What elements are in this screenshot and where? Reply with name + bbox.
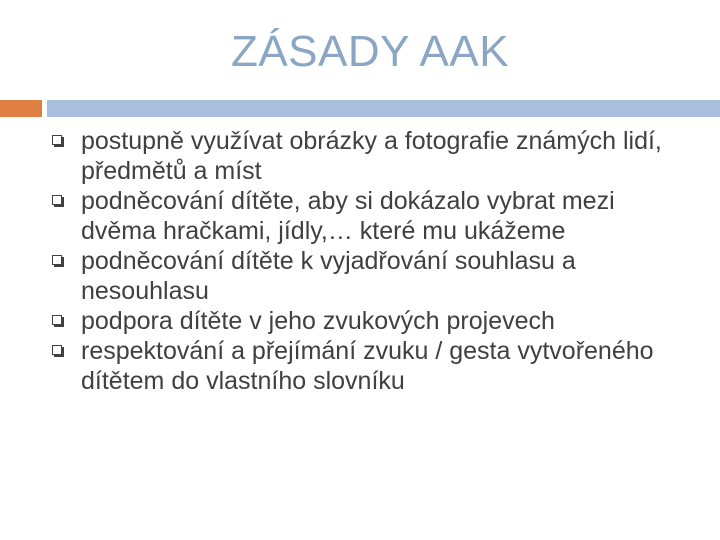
square-bullet-icon <box>52 255 62 265</box>
bullet-text: podněcování dítěte, aby si dokázalo vybrat mezi dvěma hračkami, jídly,… které mu ukážeme <box>81 187 615 245</box>
slide-title: ZÁSADY AAK <box>230 27 510 76</box>
bullet-text: podpora dítěte v jeho zvukových projevech <box>81 307 555 335</box>
bullet-item <box>52 246 692 306</box>
accent-bar-orange <box>0 100 42 117</box>
bullet-text: podněcování dítěte k vyjadřování souhlasu a nesouhlasu <box>81 247 576 305</box>
bullet-item <box>52 336 692 396</box>
square-bullet-icon <box>52 345 62 355</box>
bullet-list <box>52 126 692 396</box>
accent-bar-blue <box>47 100 720 117</box>
bullet-text: respektování a přejímání zvuku / gesta vytvořeného dítětem do vlastního slovníku <box>81 337 654 395</box>
bullet-text: postupně využívat obrázky a fotografie známých lidí, předmětů a míst <box>81 127 662 185</box>
bullet-item <box>52 306 692 336</box>
bullet-item <box>52 186 692 246</box>
square-bullet-icon <box>52 195 62 205</box>
square-bullet-icon <box>52 315 62 325</box>
bullet-item <box>52 126 692 186</box>
square-bullet-icon <box>52 135 62 145</box>
